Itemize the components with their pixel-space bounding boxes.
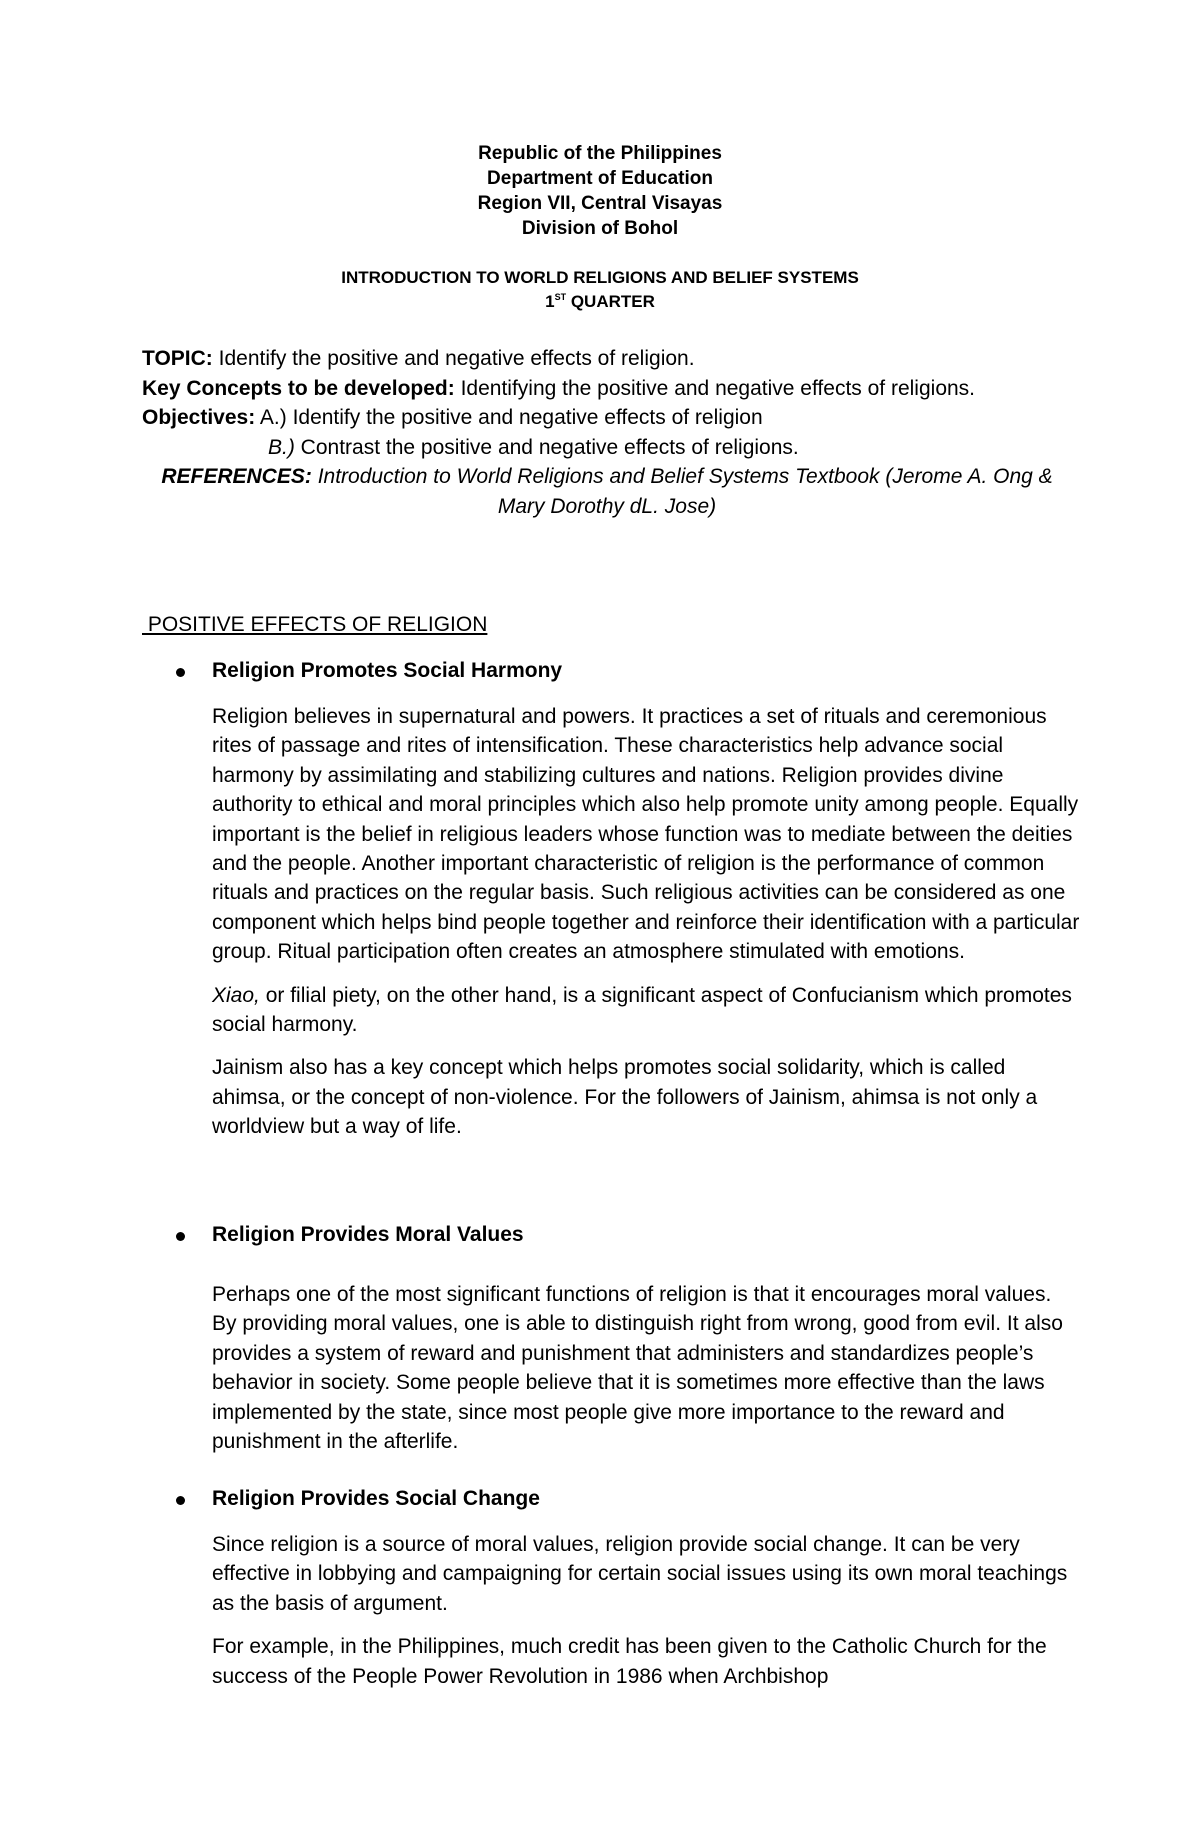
- objective-b-text: Contrast the positive and negative effects of religions.: [294, 435, 799, 459]
- quarter-label: [0, 290, 1200, 314]
- quarter-number: 1: [545, 292, 555, 311]
- lesson-meta: [142, 344, 1072, 521]
- header-department: Department of Education: [487, 168, 713, 189]
- paragraph: Since religion is a source of moral values, religion provide social change. It can be very effective in lobbying and campaigning for certain social issues using its own moral teachings as the basis of argument.: [212, 1533, 1068, 1615]
- quarter-word: QUARTER: [566, 292, 655, 311]
- topic-label: TOPIC:: [142, 347, 213, 370]
- key-concepts-line: [142, 374, 1072, 404]
- objectives-line: [142, 403, 1072, 433]
- section-heading: POSITIVE EFFECTS OF RELIGION: [142, 613, 488, 636]
- key-concepts-label: Key Concepts to be developed:: [142, 376, 455, 400]
- bullet-body-social-harmony: [212, 702, 1080, 1156]
- objectives-label: Objectives:: [142, 406, 256, 429]
- topic-text: Identify the positive and negative effects of religion.: [212, 347, 695, 370]
- bullet-dot-icon: [176, 668, 185, 677]
- objective-b-line: [142, 433, 1072, 463]
- references-label: REFERENCES:: [161, 465, 312, 488]
- paragraph: Religion believes in supernatural and powers. It practices a set of rituals and ceremonious rites of passage and rites of intensification. These characteristics help advance social harmony by assimilating and stabilizing cultures and nations. Religion provides divine authority to ethical and moral principles which also help promote unity among people. Equally important is the belief in religious leaders whose function was to mediate between the deities and the people. Another important characteristic of religion is the performance of common rituals and practices on the regular basis. Such religious activities can be considered as one component which helps bind people together and reinforce their identification with a particular group. Ritual participation often creates an atmosphere stimulated with emotions.: [212, 705, 1080, 964]
- bullet-dot-icon: [176, 1496, 185, 1505]
- paragraph: [212, 981, 1080, 1040]
- header-region: Region VII, Central Visayas: [477, 193, 723, 214]
- bullet-title-social-change: Religion Provides Social Change: [212, 1487, 540, 1510]
- bullet-body-social-change: [212, 1530, 1080, 1705]
- paragraph: Perhaps one of the most significant functions of religion is that it encourages moral values. By providing moral values, one is able to distinguish right from wrong, good from evil. It also provides a system of reward and punishment that administers and standardizes people’s behavior in society. Some people believe that it is sometimes more effective than the laws implemented by the state, since most people give more importance to the reward and punishment in the afterlife.: [212, 1283, 1063, 1454]
- bullet-dot-icon: [176, 1232, 185, 1241]
- paragraph-text: or filial piety, on the other hand, is a significant aspect of Confucianism which promotes social harmony.: [212, 983, 1072, 1037]
- xiao-term: Xiao,: [212, 983, 260, 1007]
- bullet-title-social-harmony: Religion Promotes Social Harmony: [212, 659, 563, 682]
- references-line: [142, 462, 1072, 521]
- quarter-ordinal: ST: [554, 292, 567, 302]
- letterhead: [0, 141, 1200, 241]
- objective-a: A.) Identify the positive and negative effects of religion: [255, 406, 763, 429]
- bullet-body-moral-values: [212, 1280, 1080, 1470]
- course-title: INTRODUCTION TO WORLD RELIGIONS AND BELIEF SYSTEMS: [341, 268, 859, 287]
- objective-b-prefix: B.): [268, 435, 295, 459]
- paragraph: For example, in the Philippines, much credit has been given to the Catholic Church for the success of the People Power Revolution in 1986 when Archbishop: [212, 1635, 1047, 1688]
- header-country: Republic of the Philippines: [478, 143, 722, 164]
- topic-line: [142, 344, 1072, 374]
- bullet-title-moral-values: Religion Provides Moral Values: [212, 1223, 524, 1246]
- references-text: Introduction to World Religions and Belief Systems Textbook (Jerome A. Ong & Mary Dorothy dL. Jose): [311, 465, 1053, 518]
- header-division: Division of Bohol: [521, 218, 679, 239]
- course-heading: [0, 266, 1200, 314]
- key-concepts-text: Identifying the positive and negative effects of religions.: [454, 376, 976, 400]
- paragraph: Jainism also has a key concept which helps promotes social solidarity, which is called ahimsa, or the concept of non-violence. For the followers of Jainism, ahimsa is not only a worldview but a way of life.: [212, 1056, 1038, 1139]
